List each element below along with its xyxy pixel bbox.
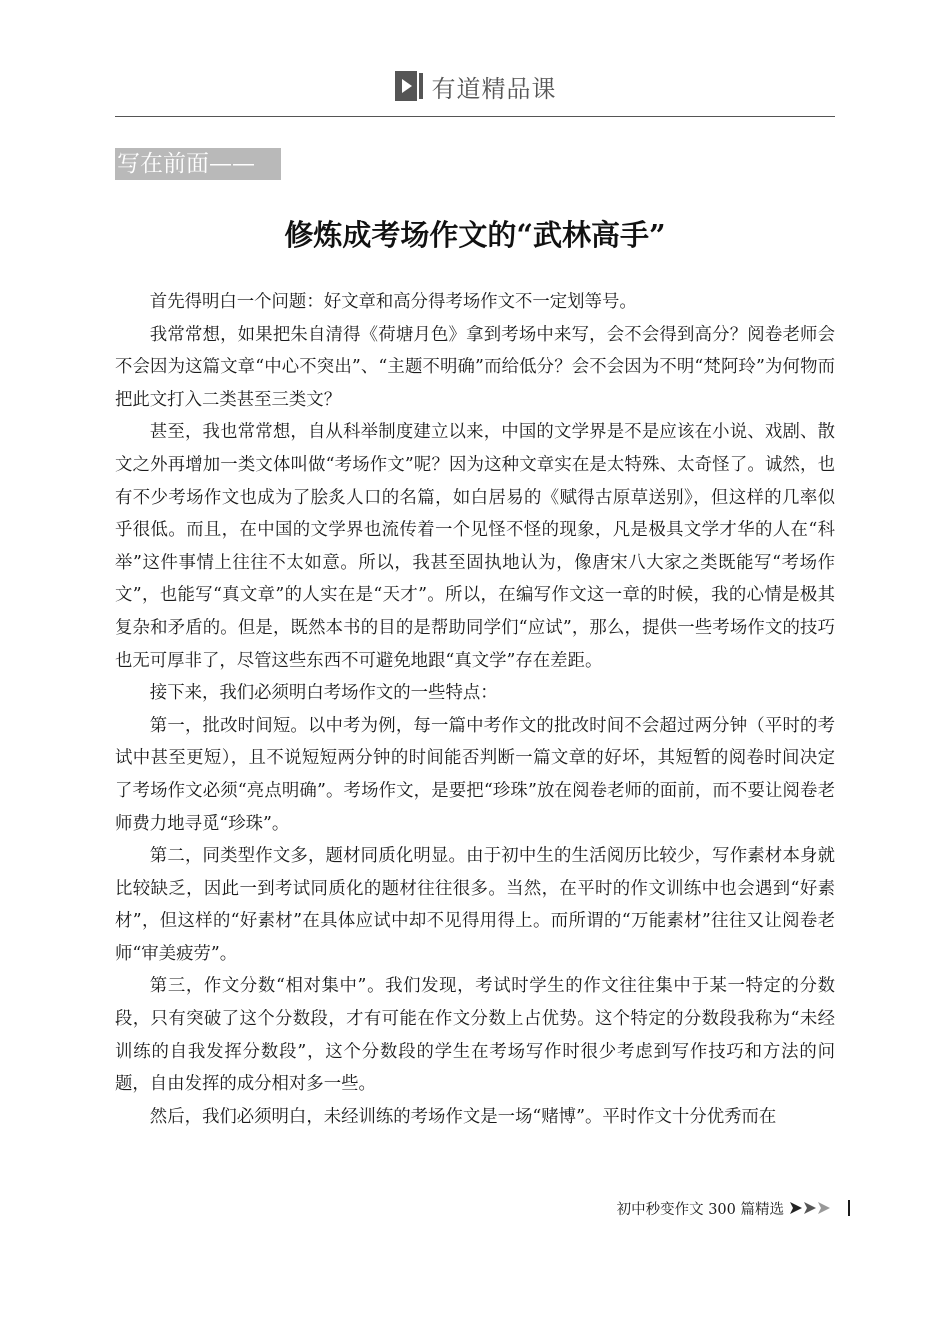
page-header: [0, 64, 950, 108]
paragraph: 第三，作文分数“相对集中”。我们发现，考试时学生的作文往往集中于某一特定的分数段，只有突破了这个分数段，才有可能在作文分数上占优势。这个特定的分数段我称为“未经训练的自我发挥分数段”，这个分数段的学生在考场写作时很少考虑到写作技巧和方法的问题，自由发挥的成分相对多一些。: [115, 976, 835, 1095]
section-tag: 写在前面——: [115, 148, 281, 180]
page-footer: [600, 1196, 850, 1220]
paragraph: 第一，批改时间短。以中考为例，每一篇中考作文的批改时间不会超过两分钟（平时的考试中甚至更短），且不说短短两分钟的时间能否判断一篇文章的好坏，其短暂的阅卷时间决定了考场作文必须“亮点明确”。考场作文，是要把“珍珠”放在阅卷老师的面前，而不要让阅卷老师费力地寻觅“珍珠”。: [115, 715, 835, 834]
play-book-icon: [394, 69, 424, 103]
article-title: 修炼成考场作文的“武林高手”: [284, 218, 666, 252]
article-body: [115, 286, 835, 1133]
paragraph: 甚至，我也常常想，自从科举制度建立以来，中国的文学界是不是应该在小说、戏剧、散文之外再增加一类文体叫做“考场作文”呢？因为这种文章实在是太特殊、太奇怪了。诚然，也有不少考场作文也成为了脍炙人口的名篇，如白居易的《赋得古原草送别》，但这样的几率似乎很低。而且，在中国的文学界也流传着一个见怪不怪的现象，凡是极具文学才华的人在“科举”这件事情上往往不太如意。所以，我甚至固执地认为，像唐宋八大家之类既能写“考场作文”，也能写“真文章”的人实在是“天才”。所以，在编写作文这一章的时候，我的心情是极其复杂和矛盾的。但是，既然本书的目的是帮助同学们“应试”，那么，提供一些考场作文的技巧也无可厚非了，尽管这些东西不可避免地跟“真文学”存在差距。: [115, 422, 835, 671]
triple-arrow-icon: [790, 1201, 836, 1215]
brand-name: 有道精品课: [431, 74, 557, 103]
header-divider: [115, 116, 835, 117]
brand-logo: [394, 69, 557, 104]
footer-book-title: 初中秒变作文 300 篇精选: [616, 1201, 784, 1218]
paragraph: 首先得明白一个问题：好文章和高分得考场作文不一定划等号。: [149, 292, 637, 312]
footer-divider: [848, 1200, 850, 1216]
paragraph: 接下来，我们必须明白考场作文的一些特点：: [149, 683, 498, 704]
paragraph: 我常常想，如果把朱自清得《荷塘月色》拿到考场中来写，会不会得到高分？阅卷老师会不会因为这篇文章“中心不突出”、“主题不明确”而给低分？会不会因为不明“梵阿玲”为何物而把此文打入二类甚至三类文？: [115, 324, 835, 410]
paragraph: 第二，同类型作文多，题材同质化明显。由于初中生的生活阅历比较少，写作素材本身就比较缺乏，因此一到考试同质化的题材往往很多。当然，在平时的作文训练中也会遇到“好素材”，但这样的“好素材”在具体应试中却不见得用得上。而所谓的“万能素材”往往又让阅卷老师“审美疲劳”。: [115, 846, 835, 964]
paragraph: 然后，我们必须明白，未经训练的考场作文是一场“赌博”。平时作文十分优秀而在: [149, 1106, 777, 1127]
